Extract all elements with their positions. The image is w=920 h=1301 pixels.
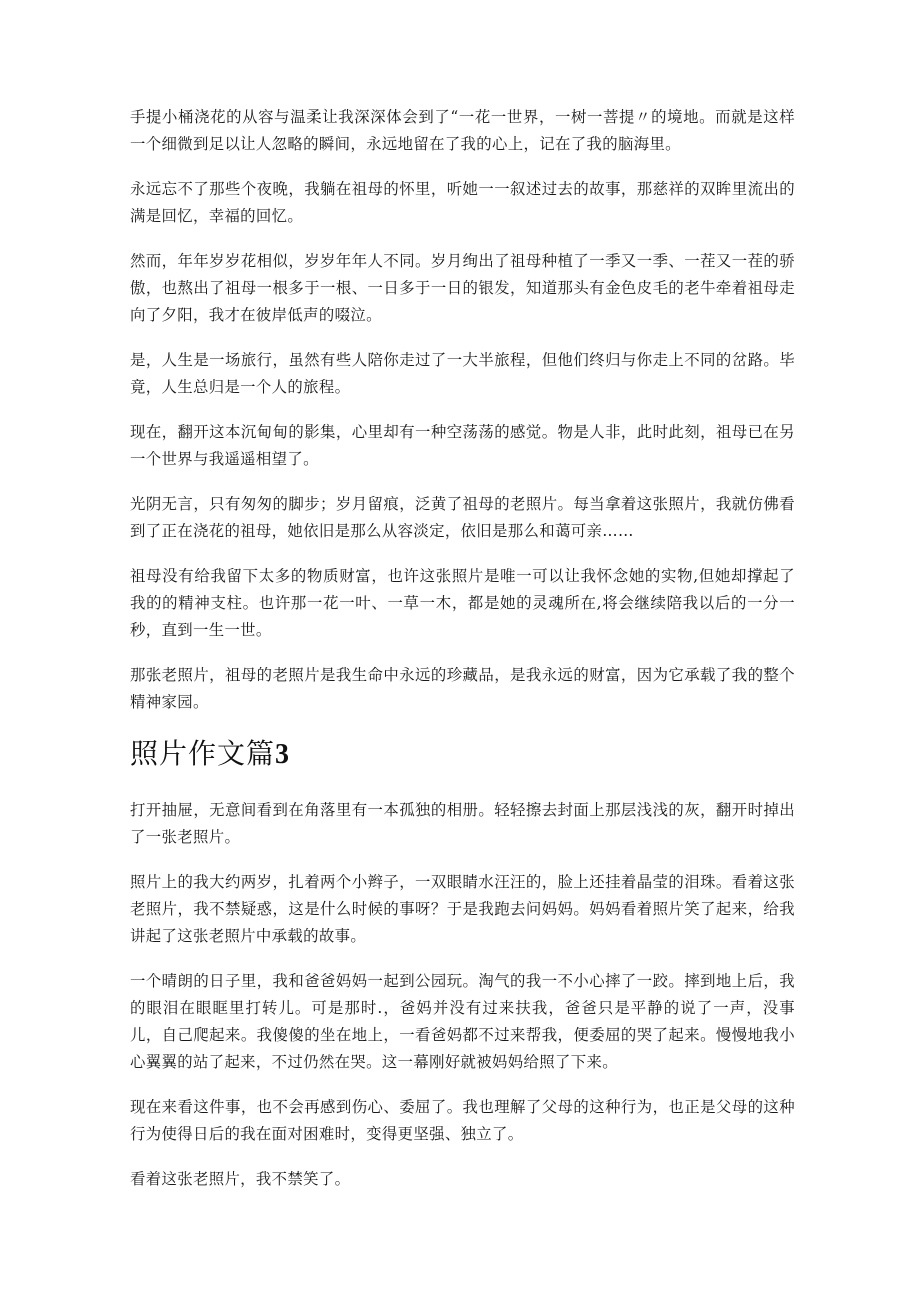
paragraph: 手提小桶浇花的从容与温柔让我深深体会到了“一花一世界，一树一菩提〃的境地。而就是这样一个细微到足以让人忽略的瞬间，永远地留在了我的心上，记在了我的脑海里。 bbox=[130, 108, 795, 153]
paragraph: 是，人生是一场旅行，虽然有些人陪你走过了一大半旅程，但他们终归与你走上不同的岔路。毕竟，人生总归是一个人的旅程。 bbox=[130, 351, 795, 396]
paragraph: 永远忘不了那些个夜晚，我躺在祖母的怀里，听她一一叙述过去的故事，那慈祥的双眸里流出的满是回忆，幸福的回忆。 bbox=[130, 180, 795, 225]
section-heading-number: 3 bbox=[275, 739, 291, 770]
paragraph: 一个晴朗的日子里，我和爸爸妈妈一起到公园玩。淘气的我一不小心摔了一跤。摔到地上后，我的眼泪在眼眶里打转儿。可是那时.，爸妈并没有过来扶我，爸爸只是平静的说了一声，没事儿，自己爬起来。我傻傻的坐在地上，一看爸妈都不过来帮我，便委屈的哭了起来。慢慢地我小心翼翼的站了起来，不过仍然在哭。这一幕刚好就被妈妈给照了下来。 bbox=[130, 972, 795, 1071]
document-page bbox=[130, 104, 795, 1211]
paragraph: 看着这张老照片，我不禁笑了。 bbox=[130, 1170, 351, 1188]
section-heading-text: 照片作文篇 bbox=[130, 737, 276, 770]
paragraph: 现在来看这件事，也不会再感到伤心、委屈了。我也理解了父母的这种行为，也正是父母的这种行为使得日后的我在面对困难时，变得更坚强、独立了。 bbox=[130, 1098, 795, 1143]
paragraph: 打开抽屉，无意间看到在角落里有一本孤独的相册。轻轻擦去封面上那层浅浅的灰，翻开时掉出了一张老照片。 bbox=[130, 801, 795, 846]
paragraph: 然而，年年岁岁花相似，岁岁年年人不同。岁月绚出了祖母种植了一季又一季、一茬又一茬的骄傲，也熬出了祖母一根多于一根、一日多于一日的银发，知道那头有金色皮毛的老牛牵着祖母走向了夕阳，我才在彼岸低声的啜泣。 bbox=[130, 252, 795, 324]
paragraph: 那张老照片，祖母的老照片是我生命中永远的珍藏品，是我永远的财富，因为它承载了我的整个精神家园。 bbox=[130, 666, 795, 711]
paragraph: 现在，翻开这本沉甸甸的影集，心里却有一种空荡荡的感觉。物是人非，此时此刻，祖母已在另一个世界与我遥遥相望了。 bbox=[130, 423, 795, 468]
paragraph: 照片上的我大约两岁，扎着两个小辫子，一双眼睛水汪汪的，脸上还挂着晶莹的泪珠。看着这张老照片，我不禁疑惑，这是什么时候的事呀？于是我跑去问妈妈。妈妈看着照片笑了起来，给我讲起了这张老照片中承载的故事。 bbox=[130, 873, 795, 945]
section-heading bbox=[130, 734, 795, 775]
paragraph: 光阴无言，只有匆匆的脚步；岁月留痕，泛黄了祖母的老照片。每当拿着这张照片，我就仿佛看到了正在浇花的祖母，她依旧是那么从容淡定，依旧是那么和蔼可亲…… bbox=[130, 495, 795, 540]
paragraph: 祖母没有给我留下太多的物质财富，也许这张照片是唯一可以让我怀念她的实物,但她却撑起了我的的精神支柱。也许那一花一叶、一草一木，都是她的灵魂所在,将会继续陪我以后的一分一秒，直到一生一世。 bbox=[130, 567, 795, 639]
